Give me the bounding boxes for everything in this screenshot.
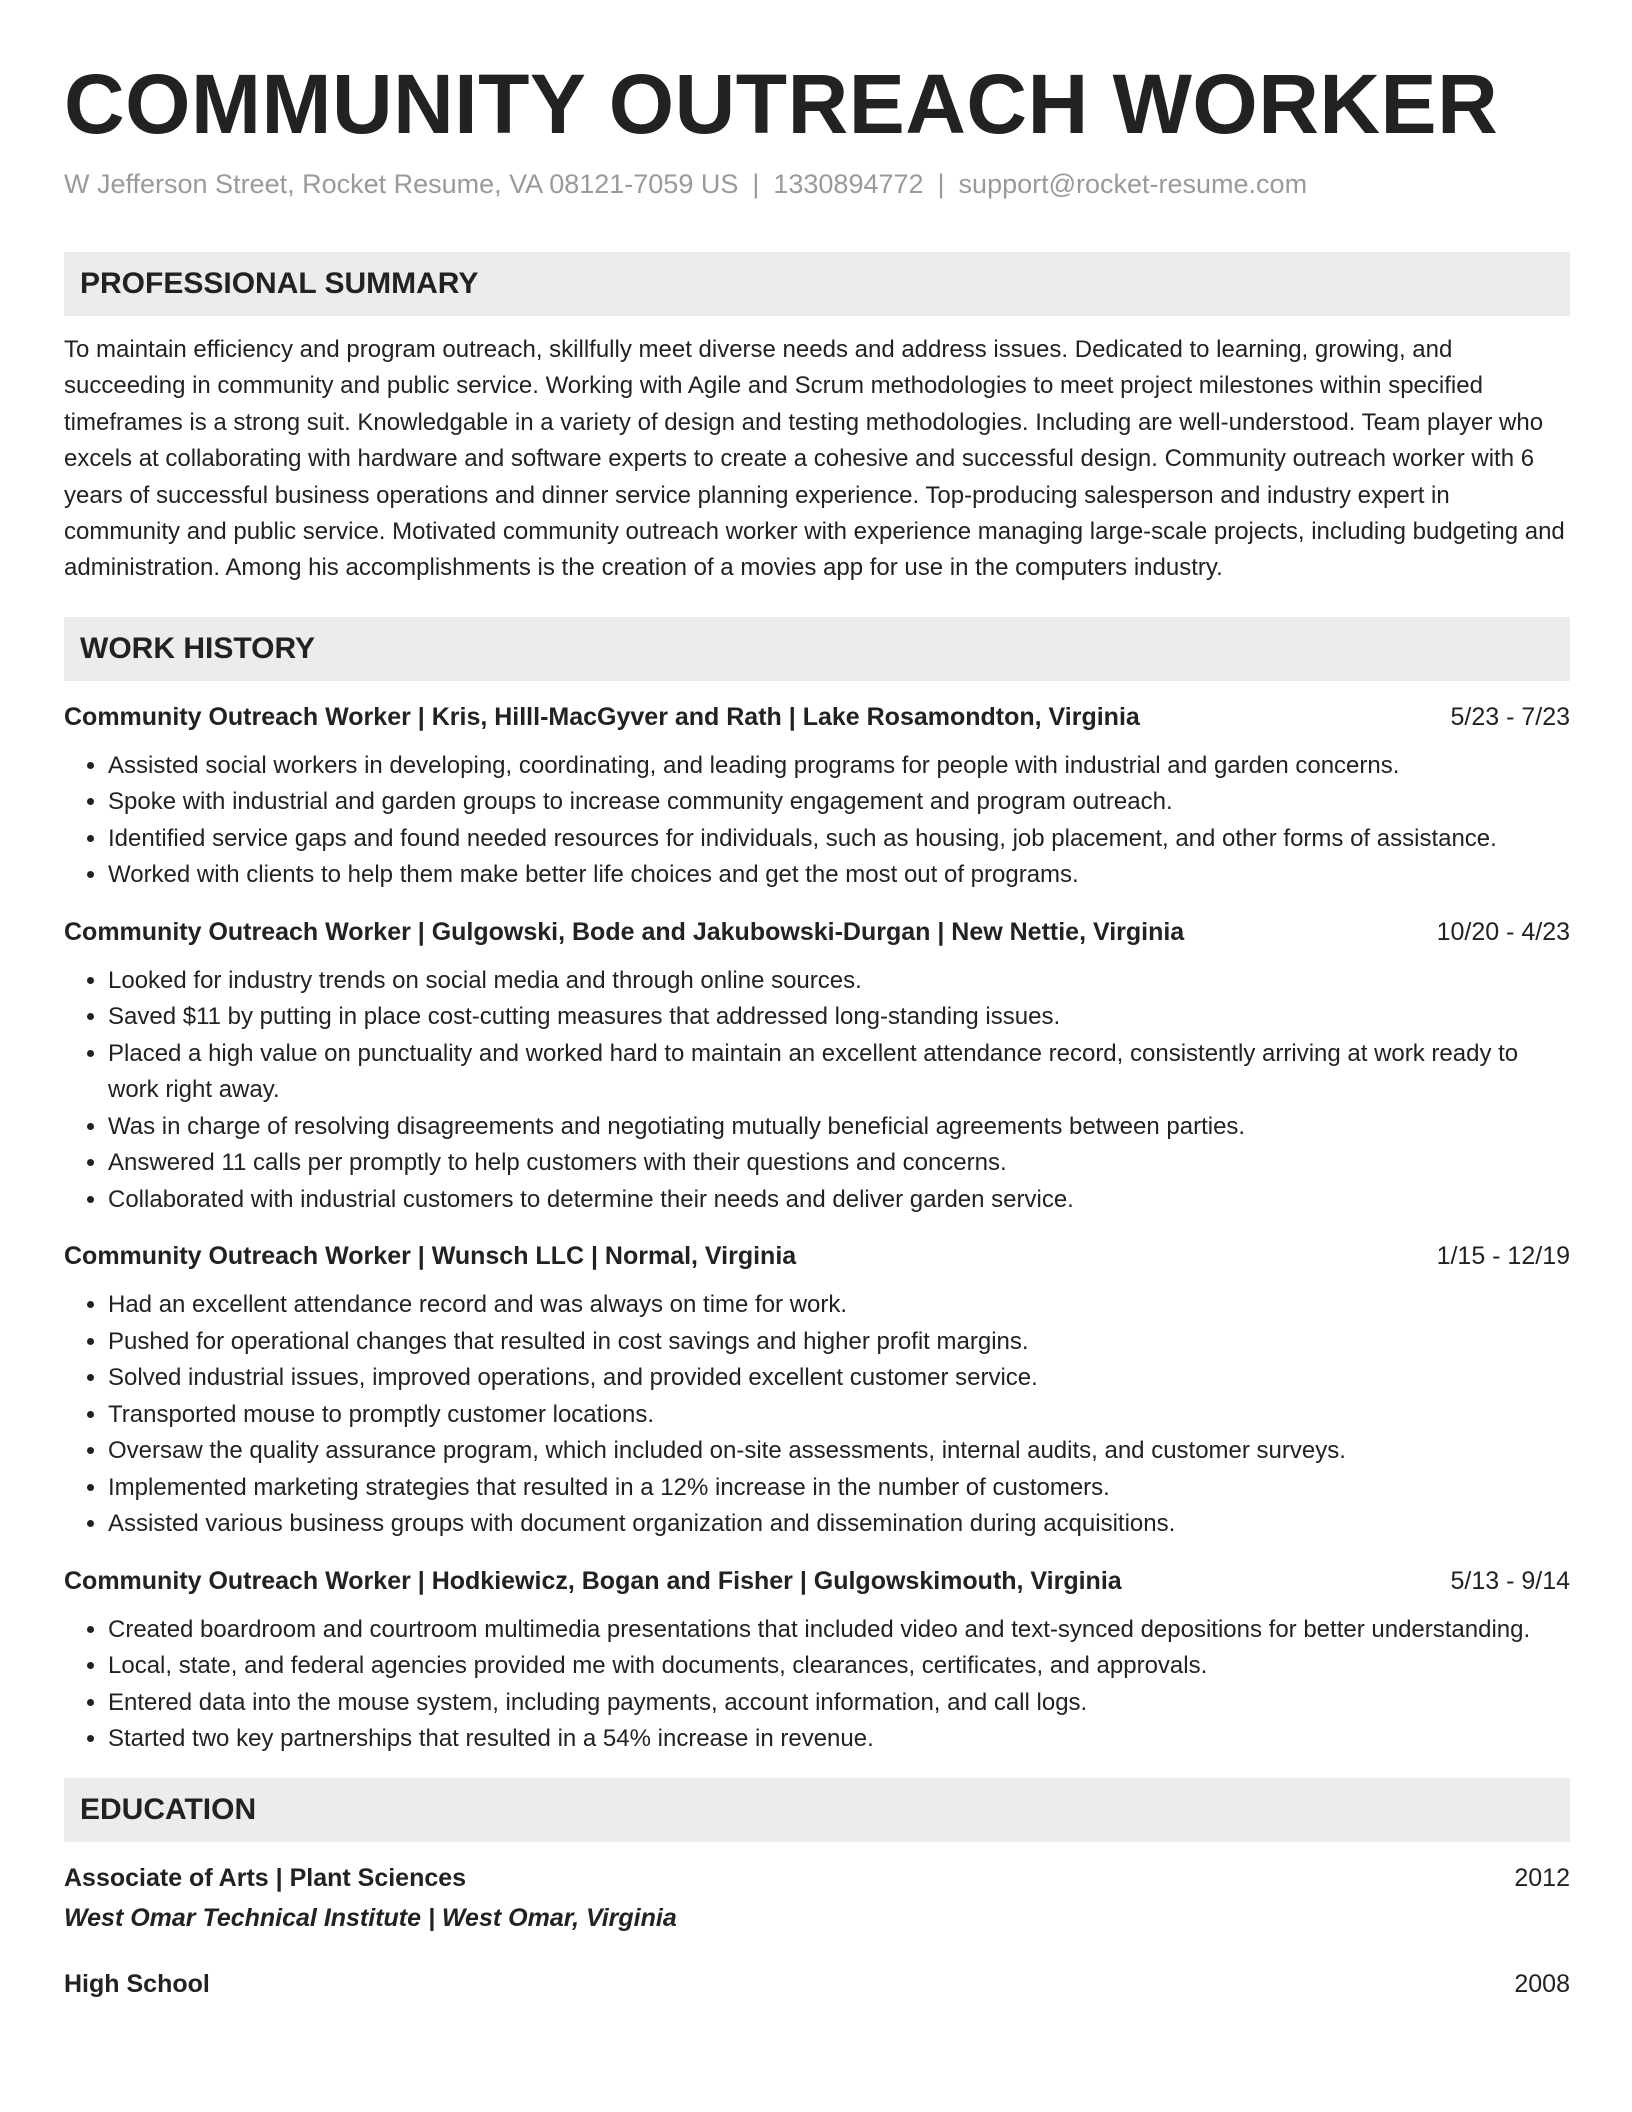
job-bullet: • Answered 11 calls per promptly to help customers with their questions and concerns. bbox=[108, 1145, 1570, 1182]
job-bullet: • Looked for industry trends on social media and through online sources. bbox=[108, 963, 1570, 1000]
job-bullet: • Spoke with industrial and garden groups to increase community engagement and program outreach. bbox=[108, 784, 1570, 821]
job-title: Community Outreach Worker | Gulgowski, Bode and Jakubowski-Durgan | New Nettie, Virginia bbox=[64, 917, 1185, 946]
contact-phone: 1330894772 bbox=[773, 169, 924, 199]
section-header-summary: PROFESSIONAL SUMMARY bbox=[64, 252, 1570, 316]
job-bullet: • Started two key partnerships that resulted in a 54% increase in revenue. bbox=[108, 1721, 1570, 1758]
job-bullet: • Placed a high value on punctuality and worked hard to maintain an excellent attendance record, consistently arriving at work ready to work right away. bbox=[108, 1036, 1570, 1109]
job-dates: 1/15 - 12/19 bbox=[1436, 1242, 1570, 1271]
education-header bbox=[64, 1966, 1570, 2002]
job-bullet: • Local, state, and federal agencies provided me with documents, clearances, certificates, and approvals. bbox=[108, 1648, 1570, 1685]
job-bullet: • Pushed for operational changes that resulted in cost savings and higher profit margins. bbox=[108, 1324, 1570, 1361]
job-entry bbox=[64, 1563, 1570, 1758]
contact-address: W Jefferson Street, Rocket Resume, VA 08121-7059 US bbox=[64, 169, 739, 199]
contact-line bbox=[64, 166, 1570, 202]
job-bullets bbox=[64, 1287, 1570, 1543]
job-bullet: • Saved $11 by putting in place cost-cutting measures that addressed long-standing issues. bbox=[108, 999, 1570, 1036]
job-bullets bbox=[64, 748, 1570, 894]
job-dates: 5/13 - 9/14 bbox=[1450, 1566, 1570, 1595]
job-title: Community Outreach Worker | Kris, Hilll-MacGyver and Rath | Lake Rosamondton, Virginia bbox=[64, 702, 1140, 731]
job-entry bbox=[64, 1238, 1570, 1543]
job-header bbox=[64, 1563, 1570, 1599]
job-bullet: • Assisted various business groups with document organization and dissemination during acquisitions. bbox=[108, 1506, 1570, 1543]
contact-email: support@rocket-resume.com bbox=[958, 169, 1308, 199]
education-degree: Associate of Arts | Plant Sciences bbox=[64, 1863, 467, 1892]
job-title: Community Outreach Worker | Hodkiewicz, Bogan and Fisher | Gulgowskimouth, Virginia bbox=[64, 1566, 1122, 1595]
job-bullet: • Worked with clients to help them make better life choices and get the most out of programs. bbox=[108, 857, 1570, 894]
education-entry bbox=[64, 1860, 1570, 1936]
contact-separator: | bbox=[752, 169, 760, 199]
job-bullets bbox=[64, 963, 1570, 1219]
job-header bbox=[64, 1238, 1570, 1274]
job-bullet: • Entered data into the mouse system, including payments, account information, and call logs. bbox=[108, 1685, 1570, 1722]
job-header bbox=[64, 914, 1570, 950]
education-school: West Omar Technical Institute | West Omar, Virginia bbox=[64, 1903, 677, 1932]
job-bullet: • Assisted social workers in developing, coordinating, and leading programs for people with industrial and garden concerns. bbox=[108, 748, 1570, 785]
education-degree: High School bbox=[64, 1969, 210, 1998]
job-bullet: • Solved industrial issues, improved operations, and provided excellent customer service. bbox=[108, 1360, 1570, 1397]
job-bullet: • Collaborated with industrial customers to determine their needs and deliver garden service. bbox=[108, 1182, 1570, 1219]
job-dates: 5/23 - 7/23 bbox=[1450, 702, 1570, 731]
job-bullet: • Had an excellent attendance record and was always on time for work. bbox=[108, 1287, 1570, 1324]
education-year: 2008 bbox=[1514, 1969, 1570, 1998]
education-year: 2012 bbox=[1514, 1863, 1570, 1892]
section-header-education: EDUCATION bbox=[64, 1778, 1570, 1842]
job-bullet: • Identified service gaps and found needed resources for individuals, such as housing, job placement, and other forms of assistance. bbox=[108, 821, 1570, 858]
job-bullet: • Was in charge of resolving disagreements and negotiating mutually beneficial agreements between parties. bbox=[108, 1109, 1570, 1146]
job-bullet: • Transported mouse to promptly customer locations. bbox=[108, 1397, 1570, 1434]
education-header bbox=[64, 1860, 1570, 1896]
resume-name: COMMUNITY OUTREACH WORKER bbox=[64, 57, 1499, 151]
job-bullet: • Implemented marketing strategies that resulted in a 12% increase in the number of customers. bbox=[108, 1470, 1570, 1507]
section-header-work-history: WORK HISTORY bbox=[64, 617, 1570, 681]
job-entry bbox=[64, 699, 1570, 894]
education-entry bbox=[64, 1966, 1570, 2002]
job-bullet: • Created boardroom and courtroom multimedia presentations that included video and text-synced depositions for better understanding. bbox=[108, 1612, 1570, 1649]
job-dates: 10/20 - 4/23 bbox=[1436, 917, 1570, 946]
job-bullets bbox=[64, 1612, 1570, 1758]
job-bullet: • Oversaw the quality assurance program, which included on-site assessments, internal audits, and customer surveys. bbox=[108, 1433, 1570, 1470]
job-title: Community Outreach Worker | Wunsch LLC | Normal, Virginia bbox=[64, 1242, 797, 1271]
job-header bbox=[64, 699, 1570, 735]
contact-separator: | bbox=[937, 169, 945, 199]
job-entry bbox=[64, 914, 1570, 1219]
summary-text: To maintain efficiency and program outreach, skillfully meet diverse needs and address issues. Dedicated to learning, growing, and succeeding in community and public service. Working with Agile and Scrum methodologies to meet project milestones within specified timeframes is a strong suit. Knowledgable in a variety of design and testing methodologies. Including are well-understood. Team player who excels at collaborating with hardware and software experts to create a cohesive and successful design. Community outreach worker with 6 years of successful business operations and dinner service planning experience. Top-producing salesperson and industry expert in community and public service. Motivated community outreach worker with experience managing large-scale projects, including budgeting and administration. Among his accomplishments is the creation of a movies app for use in the computers industry. bbox=[64, 336, 1565, 582]
